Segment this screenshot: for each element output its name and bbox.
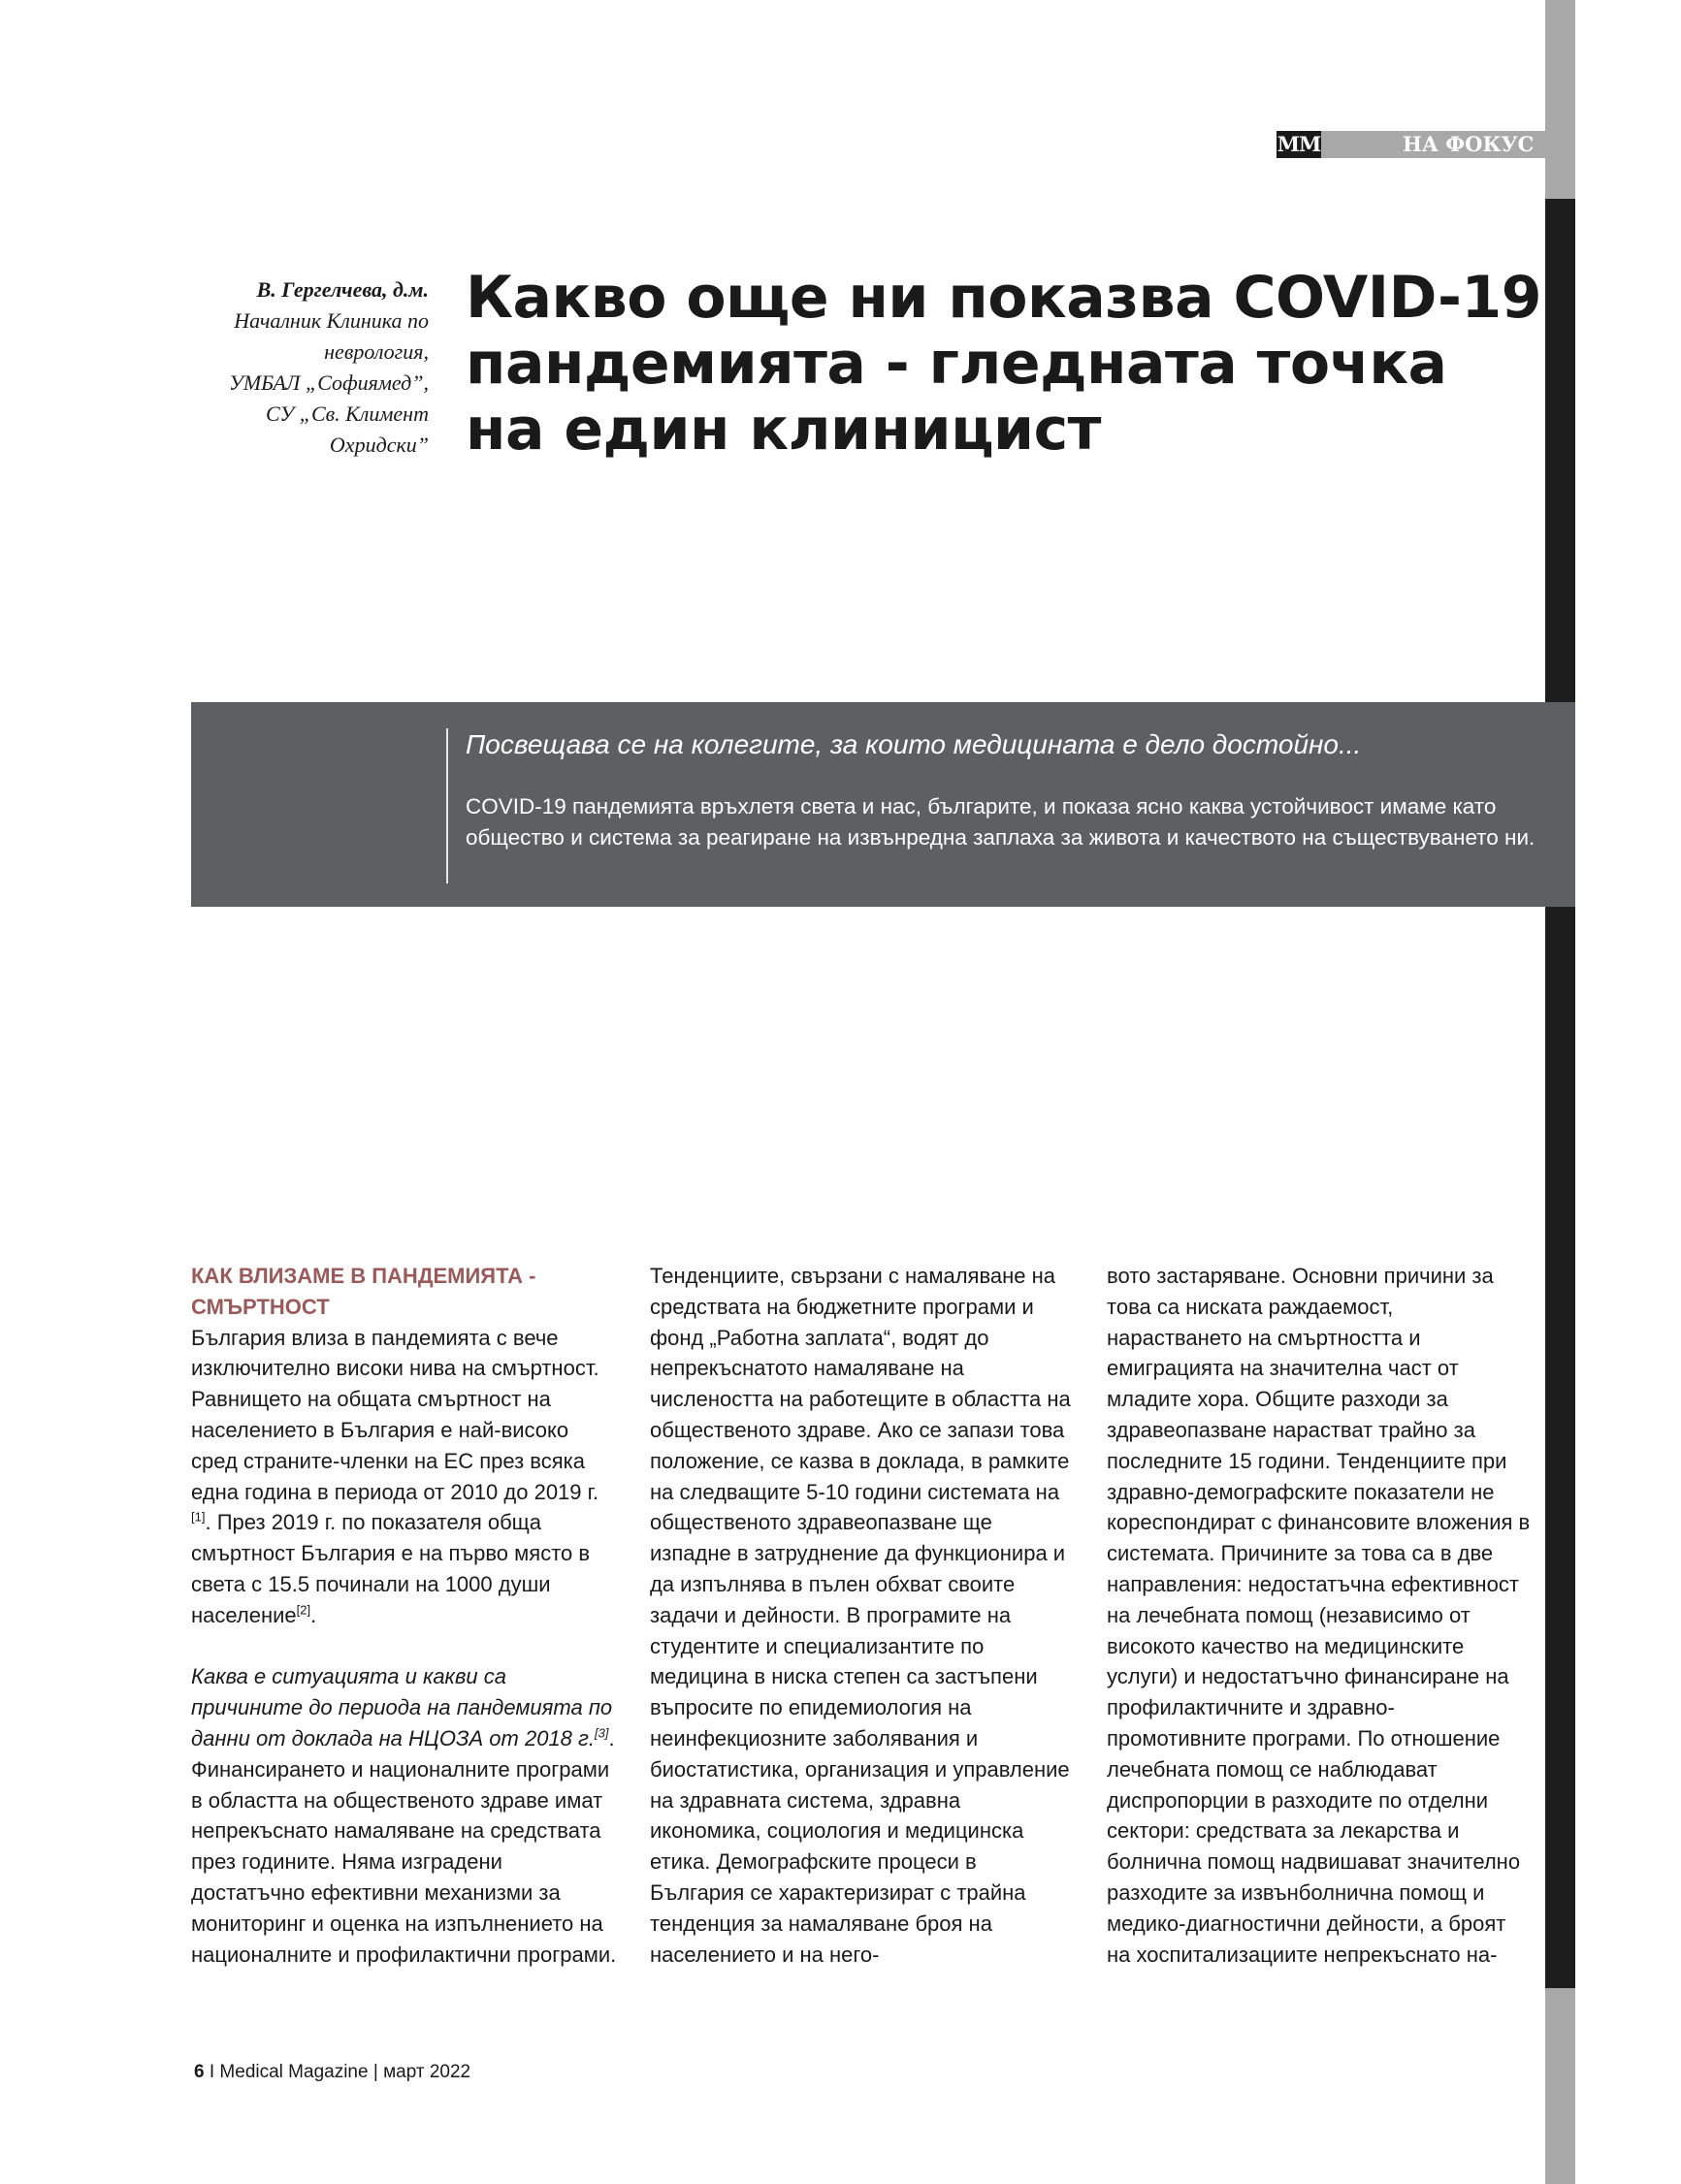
- body-paragraph: Тенденциите, свързани с намаляване на средствата на бюджетните програми и фонд „Работна заплата“, водят до непрекъснатото намаляване на числеността на работещите в областта на общественото здраве. Ако се запази това положение, се казва в доклада, в рамките на следващите 5-10 години системата на общественото здравеопазване ще изпадне в затруднение да функционира и да изпълнява в пълен обхват своите задачи и дейности. В програмите на студентите и специализантите по медицина в ниска степен са застъпени въпросите по епидемиология на неинфекциозните заболявания и биостатистика, организация и управление на здравната система, здравна икономика, социология и медицинска етика. Демографските процеси в България се характеризират с трайна тенденция за намаляване броя на населението и на него-: [650, 1264, 1071, 1967]
- text-column-1: [191, 1261, 618, 1970]
- section-label: НА ФОКУС: [1403, 132, 1535, 156]
- author-affiliation-line: СУ „Св. Климент: [266, 401, 429, 426]
- magazine-name: Medical Magazine: [219, 2062, 369, 2082]
- author-name: В. Гергелчева, д.м.: [256, 277, 429, 302]
- body-paragraph: България влиза в пандемията с вече изключително високи нива на смъртност. Равнището на общата смъртност на населението в България е най-високо сред страните-членки на ЕС през всяка една година в периода от 2010 до 2019 г.[1]. През 2019 г. по показателя обща смъртност България е на първо място в света с 15.5 починали на 1000 души население[2].: [191, 1325, 599, 1627]
- author-affiliation-line: Началник Клиника по: [234, 308, 429, 333]
- page-number: 6: [194, 2062, 205, 2082]
- side-bar-top: [1545, 0, 1575, 131]
- section-band: [1321, 131, 1575, 158]
- side-bar-bottom: [1545, 1988, 1575, 2184]
- author-block: [145, 274, 429, 461]
- magazine-logo: MM: [1277, 132, 1321, 156]
- body-paragraph: вото застаряване. Основни причини за това са ниската раждаемост, нарастването на смъртността и емиграцията на значителна част от младите хора. Общите разходи за здравеопазване нарастват трайно за последните 15 години. Тенденциите при здравно-демографските показатели не кореспондират с финансовите вложения в системата. Причините за това са в две направления: недостатъчна ефективност на лечебната помощ (независимо от високото качество на медицинските услуги) и недостатъчно финансиране на профилактичните и здравно-промотивните програми. По отношение лечебната помощ се наблюдават диспропорции в разходите по отделни сектори: средствата за лекарства и болнична помощ надвишават значително разходите за извънболнична помощ и медико-диагностични дейности, а броят на хоспитализациите непрекъснато на-: [1107, 1264, 1531, 1967]
- lead-box: [191, 702, 1575, 907]
- text-column-3: [1107, 1261, 1534, 1970]
- body-paragraph: Каква е ситуацията и какви са причините до периода на пандемията по данни от доклада на НЦОЗА от 2018 г.[3]. Финансирането и националните програми в областта на общественото здраве имат непрекъснато намаляване на средствата през годините. Няма изградени достатъчно ефективни механизми за мониторинг и оценка на изпълнението на националните и профилактични програми.: [191, 1664, 617, 1967]
- reference-1: [1]: [191, 1510, 206, 1526]
- lead-rule: [446, 728, 448, 883]
- section-header: [1277, 131, 1575, 158]
- side-bar-header: [1545, 155, 1575, 199]
- author-affiliation-line: УМБАЛ „Софиямед”,: [229, 370, 429, 395]
- footer-separator: |: [372, 2062, 378, 2082]
- page-footer: [194, 2060, 470, 2085]
- author-affiliation-line: неврология,: [324, 339, 429, 364]
- text-column-2: [650, 1261, 1077, 1970]
- issue-date: март 2022: [383, 2062, 471, 2082]
- side-bar-black: [1545, 199, 1575, 1988]
- article-title: Какво още ни показва COVID-19 пандемията - гледната точка на един клиницист: [466, 264, 1541, 464]
- author-affiliation-line: Охридски”: [329, 433, 429, 457]
- reference-3: [3]: [595, 1725, 609, 1741]
- footer-separator: I: [209, 2062, 215, 2082]
- reference-2: [2]: [296, 1602, 311, 1618]
- section-heading: КАК ВЛИЗАМЕ В ПАНДЕМИЯТА - СМЪРТНОСТ: [191, 1264, 536, 1319]
- dedication: Посвещава се на колегите, за които медицината е дело достойно...: [466, 729, 1362, 759]
- lead-text: COVID-19 пандемията връхлетя света и нас, българите, и показа ясно каква устойчивост имаме като общество и система за реагиране на извънредна заплаха за живота и качеството на съществуването ни.: [466, 794, 1536, 850]
